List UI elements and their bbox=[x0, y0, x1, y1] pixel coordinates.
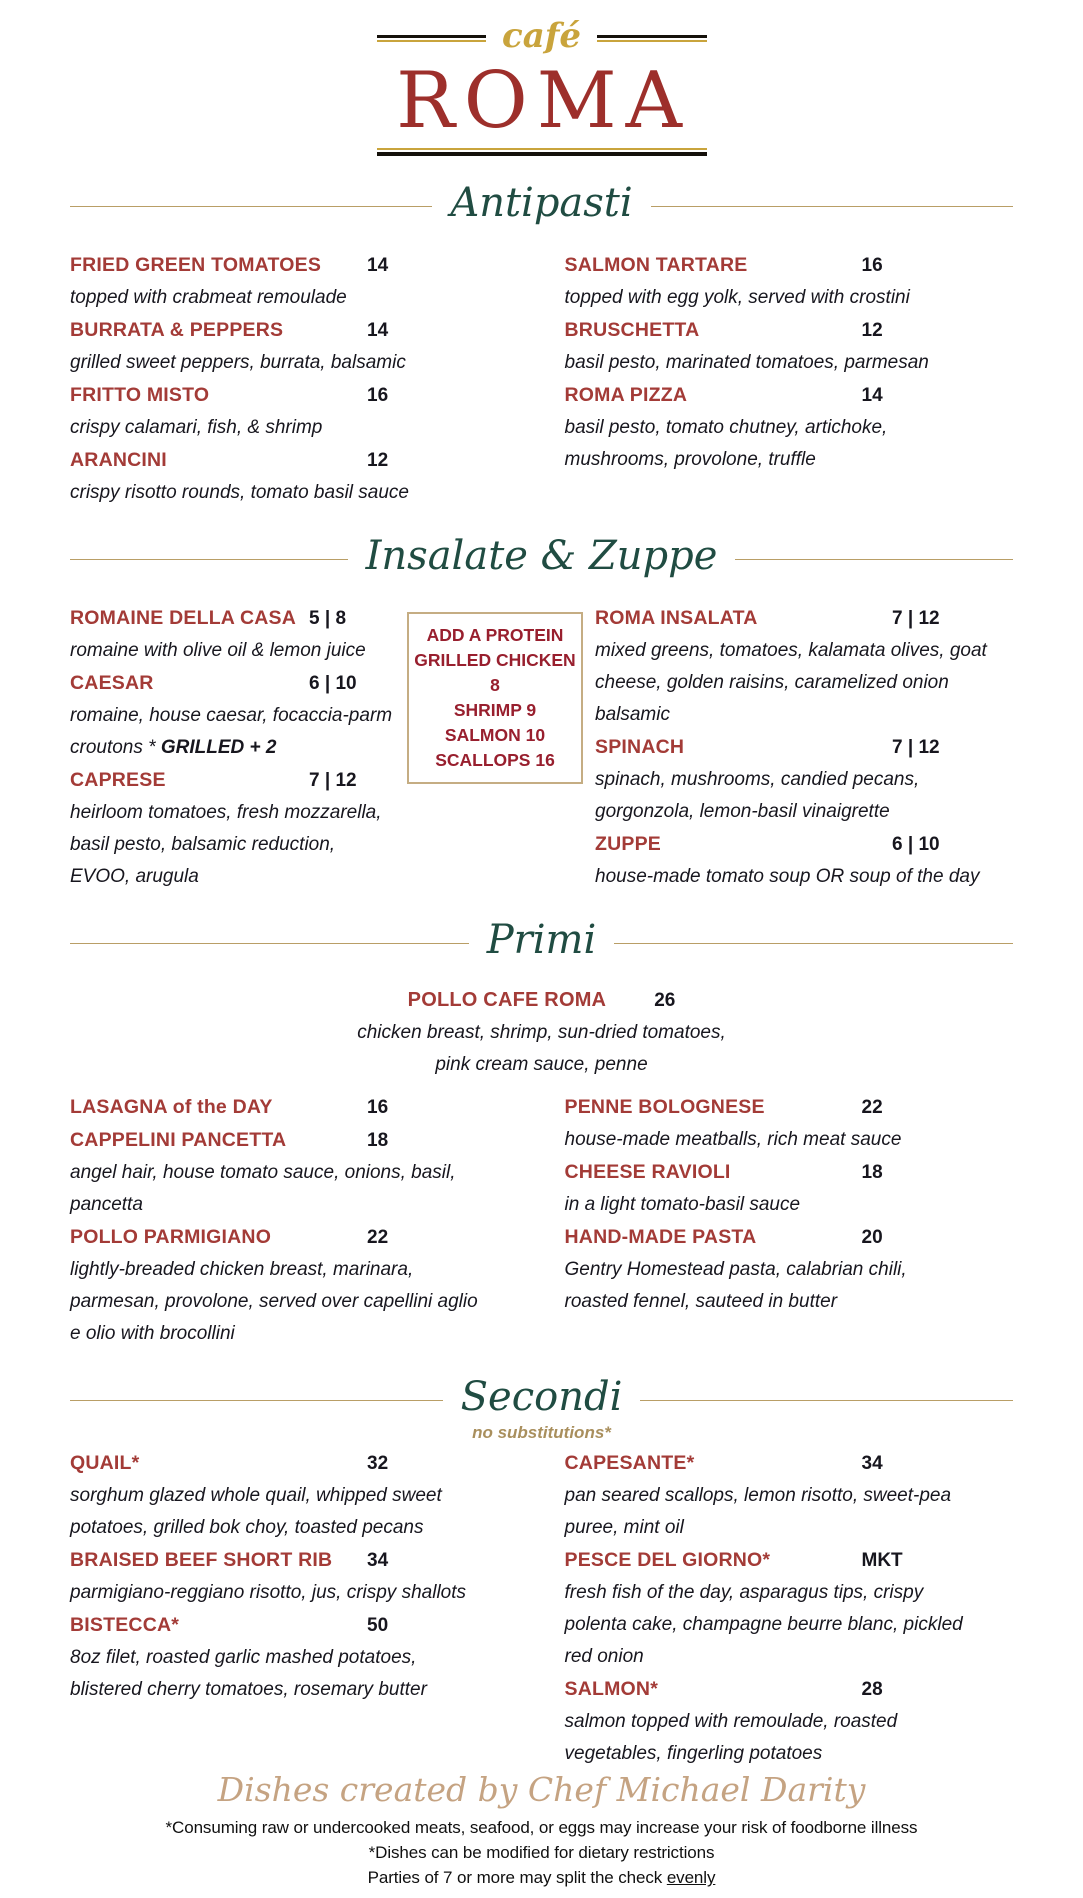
menu-item bbox=[595, 602, 1013, 731]
gold-rule bbox=[640, 1400, 1013, 1401]
item-price: 14 bbox=[367, 319, 389, 341]
item-name: LASAGNA of the DAY bbox=[70, 1095, 273, 1118]
item-price: 16 bbox=[367, 1096, 389, 1118]
item-price: 26 bbox=[654, 989, 676, 1011]
section-header-secondi bbox=[70, 1373, 1013, 1425]
item-desc: pan seared scallops, lemon risotto, sweet-pea puree, mint oil bbox=[564, 1484, 952, 1538]
item-desc: house-made tomato soup OR soup of the day bbox=[595, 865, 980, 887]
item-price: 50 bbox=[367, 1614, 389, 1636]
item-price: 28 bbox=[861, 1678, 883, 1700]
item-name: SALMON* bbox=[564, 1677, 658, 1700]
item-price: 22 bbox=[861, 1096, 883, 1118]
menu-item bbox=[565, 314, 1014, 379]
menu-item bbox=[70, 314, 519, 379]
item-price: 6 | 10 bbox=[892, 833, 940, 855]
item-name: FRITTO MISTO bbox=[70, 383, 210, 406]
item-name: ARANCINI bbox=[70, 448, 167, 471]
restaurant-logo bbox=[377, 18, 707, 156]
featured-item bbox=[70, 984, 1013, 1081]
item-price: 14 bbox=[367, 254, 389, 276]
menu-item bbox=[70, 379, 519, 444]
protein-option: GRILLED CHICKEN 8 bbox=[414, 649, 576, 695]
gold-rule bbox=[70, 943, 469, 944]
item-desc: parmigiano-reggiano risotto, jus, crispy shallots bbox=[70, 1581, 467, 1603]
insalate-right-column bbox=[595, 602, 1013, 893]
no-substitutions-note: no substitutions* bbox=[472, 1422, 611, 1442]
item-name: ZUPPE bbox=[595, 832, 662, 855]
menu-item bbox=[70, 667, 395, 764]
section-primi bbox=[70, 893, 1013, 1350]
menu-item bbox=[70, 602, 395, 667]
primi-left-column bbox=[70, 1091, 519, 1350]
item-name: CHEESE RAVIOLI bbox=[564, 1160, 731, 1183]
item-desc: chicken breast, shrimp, sun-dried tomatoes, bbox=[357, 1021, 726, 1043]
gold-rule bbox=[735, 559, 1013, 560]
menu-item bbox=[565, 1673, 1014, 1770]
gold-rule bbox=[614, 943, 1013, 944]
section-insalate-zuppe bbox=[70, 509, 1013, 893]
menu-item bbox=[70, 1544, 519, 1609]
logo-gold-rule bbox=[377, 148, 707, 150]
disclaimer-modifications: *Dishes can be modified for dietary restrictions bbox=[368, 1843, 715, 1863]
item-name: BRUSCHETTA bbox=[564, 318, 700, 341]
item-desc: in a light tomato-basil sauce bbox=[564, 1193, 801, 1215]
add-protein-box bbox=[407, 612, 583, 784]
menu-item bbox=[70, 1091, 519, 1124]
menu-item bbox=[565, 1221, 1014, 1318]
item-desc: spinach, mushrooms, candied pecans, gorgonzola, lemon-basil vinaigrette bbox=[595, 768, 920, 822]
section-title: Insalate & Zuppe bbox=[365, 532, 718, 579]
insalate-left-column bbox=[70, 602, 395, 893]
item-desc: salmon topped with remoulade, roasted vegetables, fingerling potatoes bbox=[564, 1710, 898, 1764]
secondi-right-column bbox=[565, 1447, 1014, 1770]
section-title: Primi bbox=[486, 916, 597, 963]
disclaimer-parties: Parties of 7 or more may split the check evenly bbox=[367, 1868, 716, 1888]
menu-item bbox=[70, 1447, 519, 1544]
protein-box-title: ADD A PROTEIN bbox=[426, 624, 564, 645]
item-price: 16 bbox=[861, 254, 883, 276]
item-desc: sorghum glazed whole quail, whipped sweet potatoes, grilled bok choy, toasted pecans bbox=[70, 1484, 442, 1538]
item-name: PENNE BOLOGNESE bbox=[564, 1095, 765, 1118]
item-price: 14 bbox=[861, 384, 883, 406]
item-name: BURRATA & PEPPERS bbox=[70, 318, 284, 341]
item-name: QUAIL* bbox=[70, 1451, 140, 1474]
primi-right-column bbox=[565, 1091, 1014, 1350]
item-price: 5 | 8 bbox=[309, 607, 347, 629]
item-desc: Gentry Homestead pasta, calabrian chili, roasted fennel, sauteed in butter bbox=[564, 1258, 907, 1312]
item-name: HAND-MADE PASTA bbox=[564, 1225, 757, 1248]
item-price: 7 | 12 bbox=[309, 769, 357, 791]
item-name: BISTECCA* bbox=[70, 1613, 180, 1636]
section-header-primi bbox=[70, 916, 1013, 968]
logo-rule-left bbox=[377, 35, 487, 42]
protein-option: SCALLOPS 16 bbox=[435, 749, 555, 770]
logo-top-rules bbox=[377, 18, 707, 59]
gold-rule bbox=[70, 1400, 443, 1401]
evenly-underlined: evenly bbox=[666, 1868, 716, 1888]
item-price: 22 bbox=[367, 1226, 389, 1248]
item-desc: basil pesto, marinated tomatoes, parmesan bbox=[564, 351, 929, 373]
item-desc: grilled sweet peppers, burrata, balsamic bbox=[70, 351, 406, 373]
item-desc-bold: GRILLED + 2 bbox=[160, 736, 277, 758]
logo-cafe-text: café bbox=[502, 16, 581, 56]
item-desc: house-made meatballs, rich meat sauce bbox=[564, 1128, 902, 1150]
menu-item bbox=[70, 1124, 519, 1221]
item-desc: mixed greens, tomatoes, kalamata olives, goat cheese, golden raisins, caramelized onion balsamic bbox=[595, 639, 987, 725]
item-price: 32 bbox=[367, 1452, 389, 1474]
menu-footer bbox=[70, 1770, 1013, 1898]
item-name: POLLO PARMIGIANO bbox=[70, 1225, 272, 1248]
item-desc: angel hair, house tomato sauce, onions, basil, pancetta bbox=[70, 1161, 456, 1215]
item-name: SPINACH bbox=[595, 735, 685, 758]
item-name: SALMON TARTARE bbox=[564, 253, 748, 276]
item-desc: topped with crabmeat remoulade bbox=[70, 286, 347, 308]
item-price: 34 bbox=[367, 1549, 389, 1571]
item-desc: fresh fish of the day, asparagus tips, crispy polenta cake, champagne beurre blanc, pickled red onion bbox=[564, 1581, 963, 1667]
item-desc: topped with egg yolk, served with crostini bbox=[564, 286, 910, 308]
logo-rule-right bbox=[597, 35, 707, 42]
item-price: 12 bbox=[861, 319, 883, 341]
item-desc: romaine, house caesar, focaccia-parm croutons * GRILLED + 2 bbox=[70, 704, 393, 758]
item-price: 16 bbox=[367, 384, 389, 406]
menu-item bbox=[565, 1156, 1014, 1221]
menu-item bbox=[565, 1447, 1014, 1544]
logo-roma-text: ROMA bbox=[396, 56, 691, 147]
item-desc: basil pesto, tomato chutney, artichoke, mushrooms, provolone, truffle bbox=[564, 416, 888, 470]
item-price: MKT bbox=[861, 1549, 903, 1571]
item-price: 20 bbox=[861, 1226, 883, 1248]
item-name: PESCE DEL GIORNO* bbox=[564, 1548, 771, 1571]
secondi-left-column bbox=[70, 1447, 519, 1770]
item-price: 7 | 12 bbox=[892, 607, 940, 629]
menu-item bbox=[70, 1609, 519, 1706]
menu-item bbox=[70, 1221, 519, 1350]
item-desc: pink cream sauce, penne bbox=[435, 1053, 648, 1075]
menu-item bbox=[565, 249, 1014, 314]
section-title: Antipasti bbox=[450, 179, 633, 226]
gold-rule bbox=[651, 206, 1013, 207]
antipasti-left-column bbox=[70, 249, 519, 509]
gold-rule bbox=[70, 559, 348, 560]
menu-item bbox=[70, 249, 519, 314]
protein-option: SALMON 10 bbox=[444, 724, 546, 745]
menu-item bbox=[70, 764, 395, 893]
antipasti-right-column bbox=[565, 249, 1014, 509]
menu-item bbox=[565, 1544, 1014, 1673]
item-name: CAESAR bbox=[70, 671, 154, 694]
item-name: ROMA PIZZA bbox=[564, 383, 688, 406]
item-price: 18 bbox=[367, 1129, 389, 1151]
item-price: 18 bbox=[861, 1161, 883, 1183]
item-name: CAPESANTE* bbox=[564, 1451, 695, 1474]
disclaimer-raw-foods: *Consuming raw or undercooked meats, seafood, or eggs may increase your risk of foodborne illness bbox=[165, 1818, 918, 1838]
menu-item bbox=[595, 828, 1013, 893]
item-price: 7 | 12 bbox=[892, 736, 940, 758]
section-header-insalate bbox=[70, 532, 1013, 584]
section-antipasti bbox=[70, 156, 1013, 509]
item-desc: heirloom tomatoes, fresh mozzarella, basil pesto, balsamic reduction, EVOO, arugula bbox=[70, 801, 382, 887]
item-name: BRAISED BEEF SHORT RIB bbox=[70, 1548, 333, 1571]
item-name: ROMA INSALATA bbox=[595, 606, 758, 629]
item-name: POLLO CAFE ROMA bbox=[407, 988, 607, 1011]
item-desc: crispy calamari, fish, & shrimp bbox=[70, 416, 323, 438]
item-price: 34 bbox=[861, 1452, 883, 1474]
item-name: FRIED GREEN TOMATOES bbox=[70, 253, 322, 276]
item-desc: crispy risotto rounds, tomato basil sauce bbox=[70, 481, 409, 503]
item-price: 12 bbox=[367, 449, 389, 471]
gold-rule bbox=[70, 206, 432, 207]
section-header-antipasti bbox=[70, 179, 1013, 231]
chef-credit: Dishes created by Chef Michael Darity bbox=[217, 1769, 866, 1809]
item-name: ROMAINE DELLA CASA bbox=[70, 606, 297, 629]
protein-option: SHRIMP 9 bbox=[453, 699, 537, 720]
menu-item bbox=[595, 731, 1013, 828]
item-name: CAPPELINI PANCETTA bbox=[70, 1128, 287, 1151]
menu-item bbox=[70, 444, 519, 509]
menu-item bbox=[565, 1091, 1014, 1156]
section-title: Secondi bbox=[460, 1373, 623, 1420]
item-price: 6 | 10 bbox=[309, 672, 357, 694]
section-secondi bbox=[70, 1350, 1013, 1770]
item-desc: lightly-breaded chicken breast, marinara, parmesan, provolone, served over capellini aglio e olio with brocollini bbox=[70, 1258, 478, 1344]
item-name: CAPRESE bbox=[70, 768, 166, 791]
item-desc: romaine with olive oil & lemon juice bbox=[70, 639, 366, 661]
menu-item bbox=[565, 379, 1014, 476]
item-desc: 8oz filet, roasted garlic mashed potatoes, blistered cherry tomatoes, rosemary butter bbox=[70, 1646, 427, 1700]
